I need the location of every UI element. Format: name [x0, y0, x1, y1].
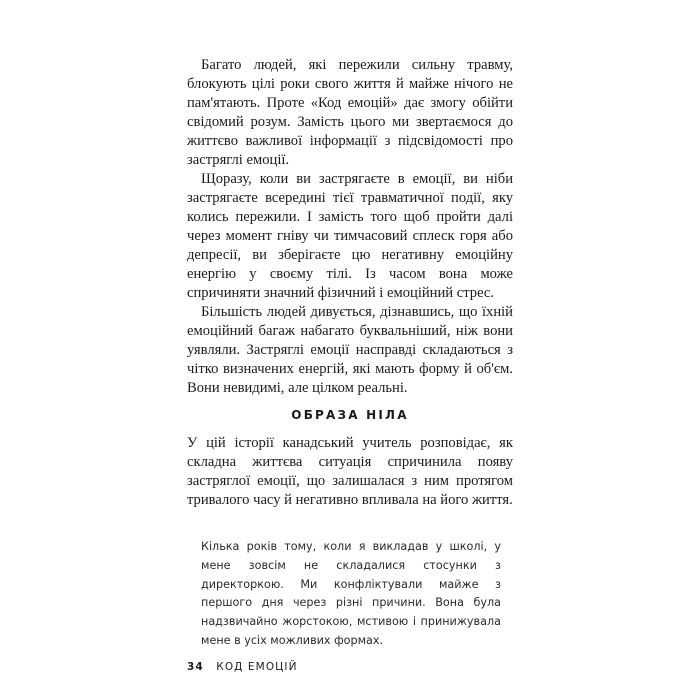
story-intro-paragraph: У цій історії канадський учитель розповідає, як складна життєва ситуація спричинила появу застряглої емоції, що залишалася з ним протягом тривалого часу й негативно впливала на його життя. — [187, 435, 513, 508]
running-title: КОД ЕМОЦІЙ — [216, 661, 298, 673]
story-intro-section — [187, 434, 513, 510]
paragraph-stuck-in-emotion: Щоразу, коли ви застрягаєте в емоції, ви ніби застрягаєте всередині тієї травматичної події, яку колись пережили. І замість того щоб пройти далі через момент гніву чи тимчасовий сплеск горя або депресії, ви зберігаєте цю негативну емоційну енергію у своєму тілі. Із часом вона може спричиняти значний фізичний і емоційний стрес. — [187, 171, 513, 301]
page-number: 34 — [187, 661, 204, 673]
section-heading: ОБРАЗА НІЛА — [291, 408, 409, 422]
quote-block: Кілька років тому, коли я викладав у школі, у мене зовсім не складалися стосунки з директоркою. Ми конфліктували майже з першого дня через різні причини. Вона була надзвичайно жорстокою, мстивою і принижувала мене в усіх можливих формах. — [201, 540, 501, 647]
intro-section — [187, 56, 513, 398]
paragraph-emotional-baggage: Більшість людей дивується, дізнавшись, що їхній емоційний багаж набагато буквальніший, ніж вони уявляли. Застряглі емоції насправді складаються з чітко визначених енергій, які мають форму й об'єм. Вони невидимі, але цілком реальні. — [187, 304, 513, 396]
page-footer — [187, 661, 298, 673]
paragraph-trauma-blocking: Багато людей, які пережили сильну травму, блокують цілі роки свого життя й майже нічого не пам'ятають. Проте «Код емоцій» дає змогу обійти свідомий розум. Замість цього ми звертаємося до життєво важливої інформації з підсвідомості про застряглі емоції. — [187, 57, 513, 168]
